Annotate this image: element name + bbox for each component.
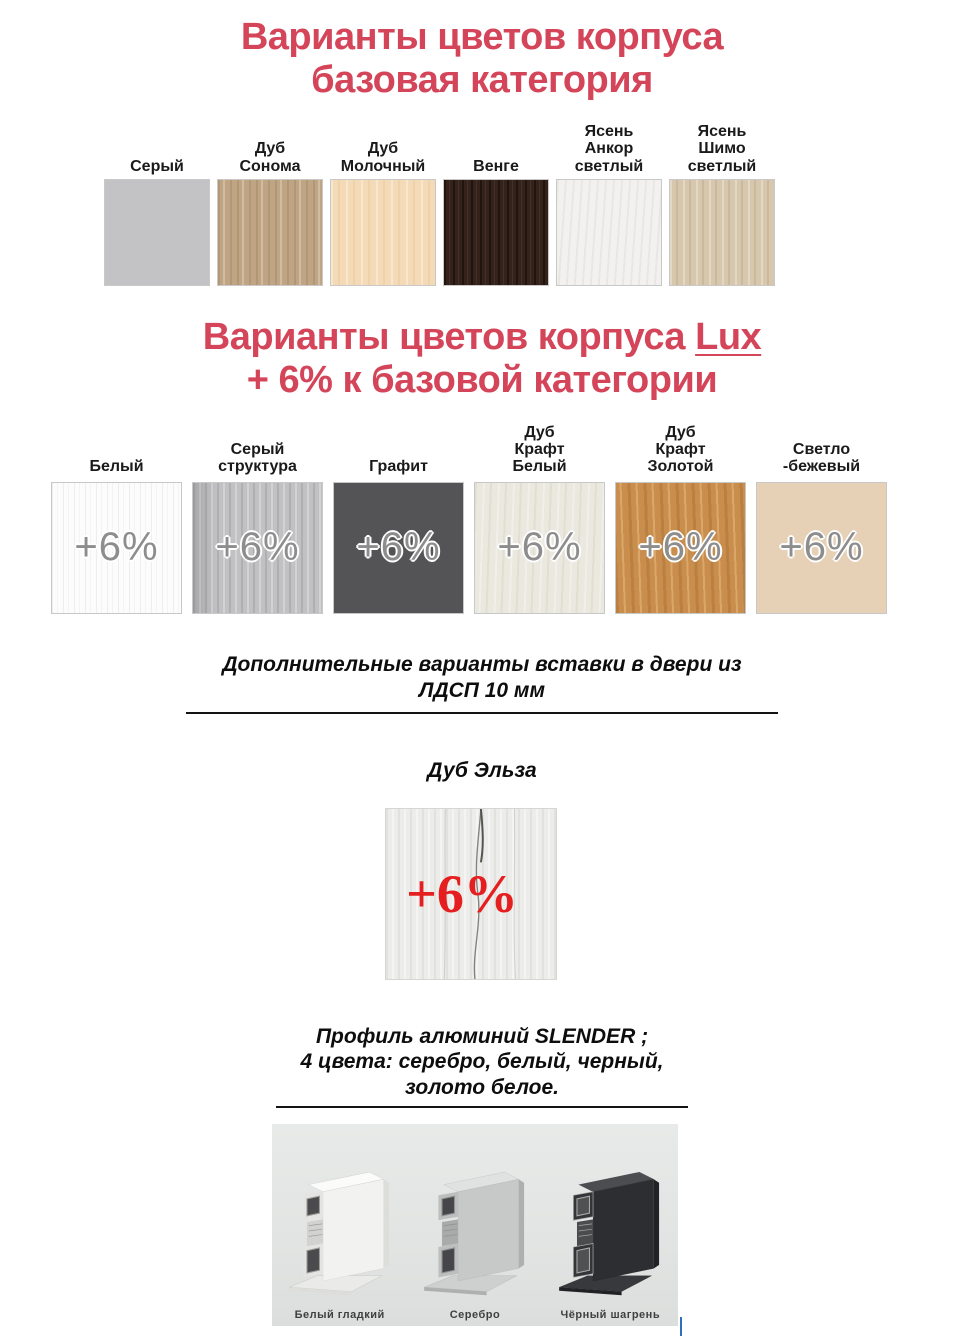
title-lux-underlined: Lux	[695, 315, 762, 358]
profile-label: Белый гладкий	[294, 1309, 385, 1322]
profile-photo	[272, 1124, 678, 1326]
color-option-milk-oak	[330, 124, 436, 286]
swatch-kraft-white-oak	[474, 482, 605, 614]
divider-rule	[186, 712, 778, 714]
aluminium-profile-silver-image	[417, 1157, 533, 1313]
swatch-kraft-gold-oak	[615, 482, 746, 614]
swatch-milk-oak	[330, 179, 436, 286]
swatch-label: Дуб Молочный	[340, 140, 426, 175]
color-option-kraft-white-oak	[474, 418, 605, 614]
title-lux-prefix: Варианты цветов корпуса	[202, 315, 696, 358]
swatch-ash-shimo-light	[669, 179, 775, 286]
title-base-line1: Варианты цветов корпуса	[240, 16, 724, 58]
surcharge-overlay: +6%	[215, 525, 300, 570]
swatch-gray	[104, 179, 210, 286]
color-option-white	[51, 418, 182, 614]
swatch-ash-anchor-light	[556, 179, 662, 286]
color-option-graphite	[333, 418, 464, 614]
text-cursor	[680, 1317, 682, 1336]
door-insert-note-line2: ЛДСП 10 мм	[419, 679, 545, 703]
swatch-gray-structure	[192, 482, 323, 614]
swatch-wenge	[443, 179, 549, 286]
title-lux-line1	[203, 316, 761, 358]
color-option-light-beige	[756, 418, 887, 614]
swatch-label: Серый структура	[218, 441, 297, 476]
swatch-white	[51, 482, 182, 614]
swatch-elsa-oak	[385, 808, 557, 980]
page-title-lux	[0, 316, 964, 402]
swatch-sonoma-oak	[217, 179, 323, 286]
base-color-row	[104, 124, 964, 286]
color-option-gray-structure	[192, 418, 323, 614]
profile-label: Серебро	[449, 1309, 501, 1322]
swatch-label: Дуб Крафт Белый	[512, 423, 567, 476]
swatch-label: Дуб Крафт Золотой	[647, 423, 714, 476]
door-insert-note	[0, 652, 964, 705]
profile-note-line2: 4 цвета: серебро, белый, черный,	[300, 1050, 664, 1074]
swatch-label: Дуб Сонома	[239, 140, 301, 175]
title-base-line2: базовая категория	[311, 58, 653, 101]
color-option-gray	[104, 124, 210, 286]
swatch-label: Графит	[369, 458, 428, 476]
divider-rule	[276, 1106, 688, 1108]
surcharge-overlay: +6%	[497, 525, 582, 570]
surcharge-overlay: +6%	[74, 525, 159, 570]
profile-note	[0, 1024, 964, 1101]
aluminium-profile-white-image	[282, 1157, 398, 1313]
surcharge-overlay-red: +6%	[406, 863, 518, 924]
color-option-ash-anchor-light	[556, 124, 662, 286]
color-option-sonoma-oak	[217, 124, 323, 286]
swatch-label: Ясень Анкор светлый	[574, 123, 644, 175]
page-title-base	[0, 16, 964, 102]
profile-label: Чёрный шагрень	[560, 1309, 661, 1322]
profile-cell-silver	[407, 1124, 542, 1326]
elsa-oak-label: Дуб Эльза	[427, 758, 537, 782]
title-lux-line2: + 6% к базовой категории	[246, 358, 718, 401]
door-insert-note-line1: Дополнительные варианты вставки в двери из	[222, 652, 742, 676]
swatch-graphite	[333, 482, 464, 614]
swatch-light-beige	[756, 482, 887, 614]
profile-cell-white	[272, 1124, 407, 1326]
aluminium-profile-black-image	[552, 1157, 668, 1313]
swatch-label: Белый	[89, 458, 144, 476]
color-option-ash-shimo-light	[669, 124, 775, 286]
surcharge-overlay: +6%	[779, 525, 864, 570]
profile-note-line3: золото белое.	[404, 1075, 559, 1099]
lux-color-row	[51, 418, 964, 614]
swatch-label: Серый	[130, 157, 184, 175]
surcharge-overlay: +6%	[356, 525, 441, 570]
swatch-label: Ясень Шимо светлый	[687, 123, 757, 175]
swatch-label: Венге	[473, 157, 519, 175]
profile-cell-black	[543, 1124, 678, 1326]
color-option-wenge	[443, 124, 549, 286]
surcharge-overlay: +6%	[638, 525, 723, 570]
color-option-kraft-gold-oak	[615, 418, 746, 614]
swatch-label: Светло -бежевый	[782, 441, 861, 476]
profile-note-line1: Профиль алюминий SLENDER ;	[315, 1024, 649, 1048]
